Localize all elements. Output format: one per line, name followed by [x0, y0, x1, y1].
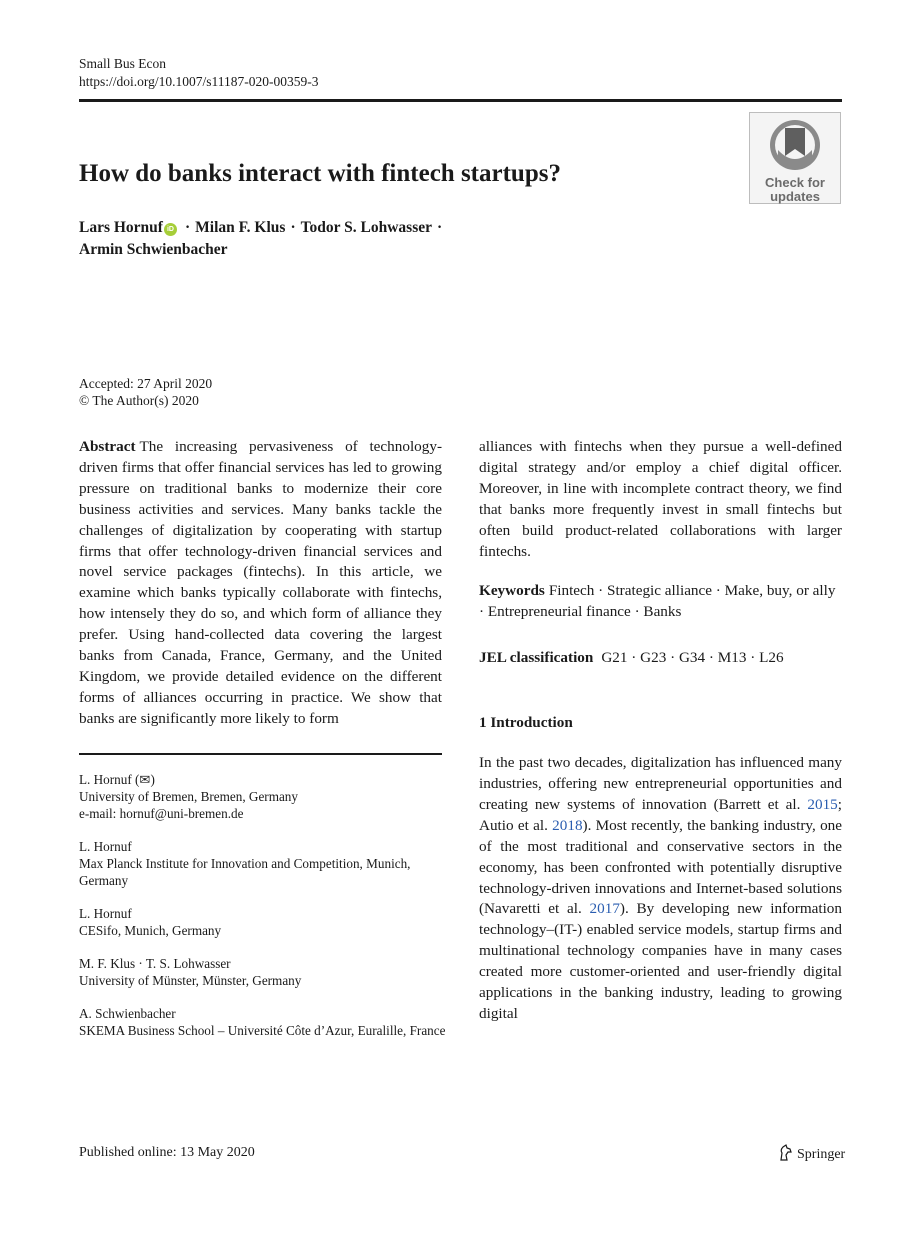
affiliation-name: L. Hornuf: [79, 906, 132, 921]
check-for-updates-badge[interactable]: [749, 112, 841, 204]
affiliation-item: [79, 838, 449, 889]
doi-link[interactable]: https://doi.org/10.1007/s11187-020-00359-3: [79, 74, 319, 89]
abstract-label: Abstract: [79, 438, 136, 455]
affiliation-name: L. Hornuf (✉): [79, 772, 155, 787]
citation-link[interactable]: 2018: [552, 816, 583, 834]
affiliation-item: [79, 955, 449, 989]
affiliations: [79, 771, 449, 1055]
right-column: [479, 437, 842, 1025]
crossmark-icon: [768, 118, 822, 172]
publisher-logo: [778, 1144, 845, 1163]
author-name[interactable]: Todor S. Lohwasser: [300, 219, 432, 236]
affiliation-name: M. F. Klus · T. S. Lohwasser: [79, 956, 231, 971]
intro-text: ). Most recently, the banking industry, one of the most traditional and conservative sectors in the economy, has been confronted with potentially disruptive technology-driven innovations and Internet-based solutions (Navaretti et al.: [479, 816, 843, 918]
author-name[interactable]: Armin Schwienbacher: [79, 240, 228, 258]
keywords-text: Fintech · Strategic alliance · Make, buy, or ally · Entrepreneurial finance · Banks: [479, 582, 836, 621]
separator-dot: ·: [184, 219, 191, 236]
affiliation-org: University of Bremen, Bremen, Germany: [79, 789, 298, 804]
jel-classification: [479, 648, 842, 669]
affiliation-org: CESifo, Munich, Germany: [79, 923, 222, 938]
separator-dot: ·: [290, 219, 296, 236]
badge-line1: Check for: [765, 175, 825, 190]
affiliation-item: [79, 771, 449, 822]
intro-text: ). By developing new information technology–(IT-) enabled service models, startup firms and multinational technology companies have in many cases created more customer-oriented and user-friendly digital applications in the banking industry, leading to growing digital: [479, 900, 842, 1022]
affiliation-org: University of Münster, Münster, Germany: [79, 973, 302, 988]
affiliation-name: A. Schwienbacher: [79, 1006, 176, 1021]
separator-dot: ·: [436, 219, 443, 236]
badge-line2: updates: [770, 189, 820, 204]
journal-name: Small Bus Econ: [79, 56, 166, 71]
accepted-date: Accepted: 27 April 2020: [79, 376, 213, 391]
citation-link[interactable]: 2015: [807, 795, 838, 813]
jel-label: JEL classification: [479, 649, 594, 667]
orcid-icon[interactable]: iD: [164, 223, 177, 236]
affiliation-item: [79, 1005, 449, 1039]
affiliation-org: SKEMA Business School – Université Côte d’Azur, Euralille, France: [79, 1023, 446, 1038]
affiliation-name: L. Hornuf: [79, 839, 132, 854]
header-rule: [79, 99, 842, 102]
intro-text: ; Autio et al.: [479, 795, 842, 834]
left-column: [79, 437, 442, 730]
keywords: [479, 581, 842, 623]
jel-codes: G21 · G23 · G34 · M13 · L26: [601, 649, 784, 667]
author-name[interactable]: Lars Hornuf: [79, 219, 163, 236]
copyright-line: © The Author(s) 2020: [79, 393, 199, 408]
author-list: [79, 217, 499, 260]
affiliation-org: Max Planck Institute for Innovation and Competition, Munich, Germany: [79, 856, 411, 888]
section-heading: 1 Introduction: [479, 714, 573, 732]
intro-text: In the past two decades, digitalization has influenced many industries, offering new entrepreneurial opportunities and creating new systems of innovation (Barrett et al.: [479, 754, 842, 813]
keywords-label: Keywords: [479, 582, 545, 600]
published-date: Published online: 13 May 2020: [79, 1145, 255, 1160]
abstract-continued: alliances with fintechs when they pursue a well-defined digital strategy and/or employ a chief digital officer. Moreover, in line with incomplete contract theory, we find that banks more frequently invest in small fintechs but often build product-related collaborations with larger fintechs.: [479, 438, 842, 560]
badge-label: [750, 176, 840, 204]
affiliation-item: [79, 905, 449, 939]
springer-horse-icon: [778, 1144, 794, 1161]
abstract-text: The increasing pervasiveness of technology-driven firms that offer financial services has led to growing pressure on traditional banks to modernize their core business activities and services. Many banks tackle the challenges of digitalization by cooperating with startup firms that offer technology-driven financial services and novel service packages (fintechs). In this article, we examine which banks typically collaborate with fintechs, how intensely they do so, and which form of alliance they prefer. Using hand-collected data covering the largest banks from Canada, France, Germany, and the United Kingdom, we provide detailed evidence on the different forms of alliances occurring in practice. We show that banks are significantly more likely to form: [79, 438, 442, 727]
article-dates: [79, 375, 212, 409]
footnote-rule: [79, 753, 442, 755]
article-title: How do banks interact with fintech startups?: [79, 160, 561, 187]
abstract: [79, 437, 442, 730]
affiliation-email[interactable]: e-mail: hornuf@uni-bremen.de: [79, 806, 244, 821]
intro-paragraph: [479, 753, 842, 1025]
author-name[interactable]: Milan F. Klus: [195, 219, 286, 236]
publisher-name: Springer: [797, 1147, 846, 1162]
citation-link[interactable]: 2017: [589, 900, 620, 918]
